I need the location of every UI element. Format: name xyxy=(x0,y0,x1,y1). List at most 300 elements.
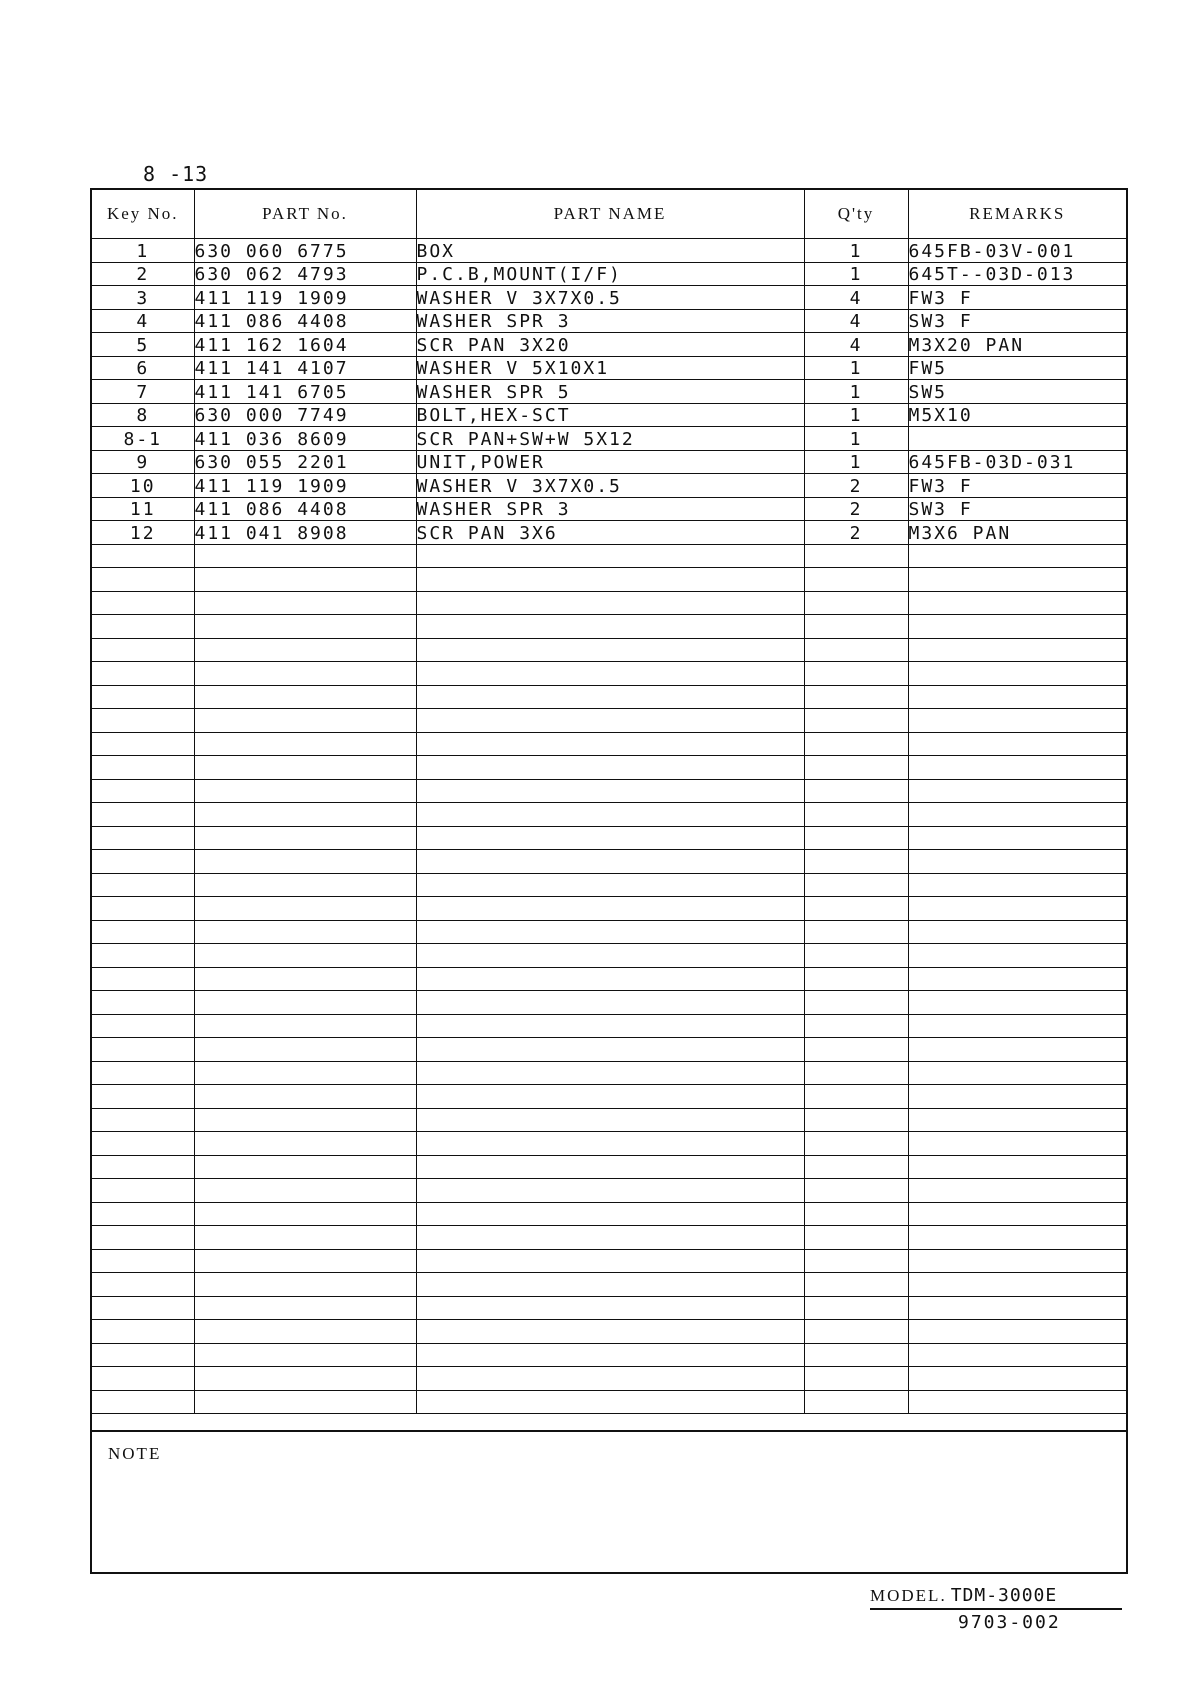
empty-table-row xyxy=(92,1367,1126,1391)
cell-qty xyxy=(804,1320,908,1344)
cell-part-name xyxy=(416,1061,804,1085)
cell-remarks xyxy=(908,1367,1126,1391)
table-row xyxy=(92,262,1126,286)
cell-qty: 1 xyxy=(804,450,908,474)
cell-qty xyxy=(804,1038,908,1062)
cell-remarks: M3X20 PAN xyxy=(908,333,1126,357)
cell-key-no xyxy=(92,897,194,921)
cell-remarks xyxy=(908,897,1126,921)
cell-remarks xyxy=(908,803,1126,827)
cell-qty xyxy=(804,1108,908,1132)
cell-key-no xyxy=(92,1320,194,1344)
cell-part-no xyxy=(194,662,416,686)
empty-table-row xyxy=(92,967,1126,991)
cell-part-name xyxy=(416,944,804,968)
cell-remarks xyxy=(908,1390,1126,1414)
empty-table-row xyxy=(92,803,1126,827)
cell-part-no: 411 036 8609 xyxy=(194,427,416,451)
parts-table xyxy=(92,190,1126,1414)
cell-key-no xyxy=(92,1155,194,1179)
cell-qty xyxy=(804,756,908,780)
cell-part-no: 411 141 4107 xyxy=(194,356,416,380)
cell-remarks xyxy=(908,1320,1126,1344)
cell-key-no: 1 xyxy=(92,239,194,263)
cell-key-no xyxy=(92,967,194,991)
empty-table-row xyxy=(92,1249,1126,1273)
cell-key-no: 8-1 xyxy=(92,427,194,451)
cell-key-no xyxy=(92,615,194,639)
cell-part-name xyxy=(416,967,804,991)
cell-key-no: 2 xyxy=(92,262,194,286)
cell-part-no xyxy=(194,1320,416,1344)
empty-table-row xyxy=(92,1179,1126,1203)
cell-part-no: 630 060 6775 xyxy=(194,239,416,263)
cell-qty xyxy=(804,1014,908,1038)
cell-part-no xyxy=(194,1085,416,1109)
cell-part-no xyxy=(194,1343,416,1367)
table-row xyxy=(92,450,1126,474)
cell-qty xyxy=(804,1202,908,1226)
col-header-part-no: PART No. xyxy=(194,190,416,239)
cell-qty: 1 xyxy=(804,427,908,451)
cell-part-name xyxy=(416,1202,804,1226)
cell-part-no xyxy=(194,1014,416,1038)
cell-qty xyxy=(804,1061,908,1085)
cell-part-name xyxy=(416,779,804,803)
cell-key-no xyxy=(92,920,194,944)
empty-table-row xyxy=(92,756,1126,780)
cell-qty: 4 xyxy=(804,309,908,333)
cell-key-no xyxy=(92,685,194,709)
cell-part-no xyxy=(194,920,416,944)
cell-part-no xyxy=(194,1226,416,1250)
cell-qty xyxy=(804,944,908,968)
cell-remarks xyxy=(908,826,1126,850)
cell-remarks xyxy=(908,991,1126,1015)
cell-part-no xyxy=(194,850,416,874)
cell-qty xyxy=(804,732,908,756)
cell-qty xyxy=(804,1273,908,1297)
empty-table-row xyxy=(92,1061,1126,1085)
cell-part-no xyxy=(194,991,416,1015)
empty-table-row xyxy=(92,591,1126,615)
cell-key-no xyxy=(92,1296,194,1320)
cell-remarks xyxy=(908,1296,1126,1320)
table-row xyxy=(92,380,1126,404)
table-row xyxy=(92,333,1126,357)
cell-remarks: FW3 F xyxy=(908,474,1126,498)
cell-qty xyxy=(804,1085,908,1109)
cell-remarks: FW3 F xyxy=(908,286,1126,310)
cell-key-no xyxy=(92,991,194,1015)
cell-remarks: M5X10 xyxy=(908,403,1126,427)
cell-key-no xyxy=(92,873,194,897)
cell-remarks xyxy=(908,1132,1126,1156)
parts-list-sheet xyxy=(90,188,1128,1574)
cell-qty xyxy=(804,1296,908,1320)
cell-part-name xyxy=(416,709,804,733)
cell-part-name xyxy=(416,1132,804,1156)
page-number: 8 -13 xyxy=(143,162,209,186)
cell-qty: 4 xyxy=(804,333,908,357)
cell-key-no: 10 xyxy=(92,474,194,498)
cell-key-no xyxy=(92,1390,194,1414)
empty-table-row xyxy=(92,897,1126,921)
empty-table-row xyxy=(92,1038,1126,1062)
cell-qty: 2 xyxy=(804,497,908,521)
cell-remarks: SW5 xyxy=(908,380,1126,404)
table-row xyxy=(92,521,1126,545)
cell-part-no xyxy=(194,803,416,827)
model-line xyxy=(870,1585,1122,1610)
cell-part-name: WASHER V 3X7X0.5 xyxy=(416,286,804,310)
cell-part-no: 411 162 1604 xyxy=(194,333,416,357)
empty-table-row xyxy=(92,732,1126,756)
table-row xyxy=(92,427,1126,451)
cell-qty: 1 xyxy=(804,356,908,380)
note-label: NOTE xyxy=(108,1444,162,1463)
cell-remarks xyxy=(908,873,1126,897)
cell-key-no xyxy=(92,662,194,686)
cell-part-name: BOLT,HEX-SCT xyxy=(416,403,804,427)
cell-qty: 1 xyxy=(804,239,908,263)
col-header-part-name: PART NAME xyxy=(416,190,804,239)
cell-part-no xyxy=(194,1390,416,1414)
cell-part-no xyxy=(194,897,416,921)
cell-remarks: SW3 F xyxy=(908,309,1126,333)
cell-key-no: 11 xyxy=(92,497,194,521)
cell-remarks xyxy=(908,1061,1126,1085)
cell-part-name: WASHER V 5X10X1 xyxy=(416,356,804,380)
cell-qty xyxy=(804,826,908,850)
cell-part-name xyxy=(416,662,804,686)
cell-key-no: 4 xyxy=(92,309,194,333)
cell-remarks xyxy=(908,1155,1126,1179)
empty-table-row xyxy=(92,1296,1126,1320)
cell-key-no xyxy=(92,638,194,662)
cell-qty xyxy=(804,1249,908,1273)
table-row xyxy=(92,309,1126,333)
cell-part-name xyxy=(416,1390,804,1414)
model-value: TDM-3000E xyxy=(950,1585,1058,1606)
cell-part-no xyxy=(194,1061,416,1085)
cell-part-name: UNIT,POWER xyxy=(416,450,804,474)
cell-key-no xyxy=(92,591,194,615)
cell-qty xyxy=(804,544,908,568)
cell-remarks xyxy=(908,638,1126,662)
cell-qty xyxy=(804,638,908,662)
cell-qty xyxy=(804,1132,908,1156)
cell-part-name xyxy=(416,1014,804,1038)
cell-part-no: 411 086 4408 xyxy=(194,497,416,521)
cell-key-no xyxy=(92,1249,194,1273)
cell-remarks xyxy=(908,850,1126,874)
cell-remarks: SW3 F xyxy=(908,497,1126,521)
cell-qty xyxy=(804,967,908,991)
cell-part-no xyxy=(194,1132,416,1156)
empty-table-row xyxy=(92,826,1126,850)
cell-part-no: 411 141 6705 xyxy=(194,380,416,404)
empty-table-row xyxy=(92,850,1126,874)
cell-part-no xyxy=(194,826,416,850)
cell-part-no xyxy=(194,591,416,615)
cell-key-no xyxy=(92,803,194,827)
cell-remarks xyxy=(908,427,1126,451)
cell-key-no: 3 xyxy=(92,286,194,310)
cell-qty xyxy=(804,685,908,709)
cell-remarks xyxy=(908,1085,1126,1109)
cell-remarks xyxy=(908,709,1126,733)
cell-part-name: SCR PAN 3X20 xyxy=(416,333,804,357)
cell-part-name xyxy=(416,1249,804,1273)
table-row xyxy=(92,239,1126,263)
cell-part-name: BOX xyxy=(416,239,804,263)
cell-key-no: 8 xyxy=(92,403,194,427)
empty-table-row xyxy=(92,1343,1126,1367)
cell-key-no xyxy=(92,1038,194,1062)
cell-remarks xyxy=(908,967,1126,991)
cell-remarks xyxy=(908,1014,1126,1038)
col-header-remarks: REMARKS xyxy=(908,190,1126,239)
cell-part-no xyxy=(194,638,416,662)
empty-table-row xyxy=(92,920,1126,944)
cell-key-no xyxy=(92,1343,194,1367)
cell-part-no xyxy=(194,1179,416,1203)
cell-part-name xyxy=(416,1085,804,1109)
table-row xyxy=(92,286,1126,310)
empty-table-row xyxy=(92,568,1126,592)
cell-key-no xyxy=(92,826,194,850)
cell-key-no xyxy=(92,568,194,592)
cell-part-name xyxy=(416,991,804,1015)
cell-remarks xyxy=(908,944,1126,968)
cell-key-no xyxy=(92,1226,194,1250)
cell-remarks xyxy=(908,662,1126,686)
cell-key-no: 7 xyxy=(92,380,194,404)
cell-qty xyxy=(804,568,908,592)
empty-table-row xyxy=(92,662,1126,686)
cell-part-name: P.C.B,MOUNT(I/F) xyxy=(416,262,804,286)
cell-key-no xyxy=(92,1014,194,1038)
cell-remarks xyxy=(908,1249,1126,1273)
cell-qty xyxy=(804,615,908,639)
cell-part-no xyxy=(194,1273,416,1297)
empty-table-row xyxy=(92,1226,1126,1250)
empty-table-row xyxy=(92,685,1126,709)
col-header-key-no: Key No. xyxy=(92,190,194,239)
col-header-qty: Q'ty xyxy=(804,190,908,239)
cell-key-no xyxy=(92,1108,194,1132)
cell-part-no xyxy=(194,615,416,639)
cell-part-name xyxy=(416,1343,804,1367)
cell-part-name xyxy=(416,544,804,568)
cell-key-no: 12 xyxy=(92,521,194,545)
cell-remarks xyxy=(908,732,1126,756)
cell-key-no xyxy=(92,1179,194,1203)
empty-table-row xyxy=(92,709,1126,733)
cell-part-no xyxy=(194,1038,416,1062)
table-row xyxy=(92,356,1126,380)
cell-part-name xyxy=(416,1273,804,1297)
cell-qty: 2 xyxy=(804,521,908,545)
empty-table-row xyxy=(92,1273,1126,1297)
cell-qty xyxy=(804,591,908,615)
cell-remarks xyxy=(908,1226,1126,1250)
cell-key-no xyxy=(92,850,194,874)
cell-key-no xyxy=(92,1367,194,1391)
cell-qty xyxy=(804,1390,908,1414)
cell-part-name xyxy=(416,732,804,756)
cell-part-name xyxy=(416,685,804,709)
empty-table-row xyxy=(92,1320,1126,1344)
cell-remarks xyxy=(908,756,1126,780)
cell-remarks xyxy=(908,920,1126,944)
cell-remarks xyxy=(908,615,1126,639)
cell-part-name xyxy=(416,1038,804,1062)
empty-table-row xyxy=(92,1390,1126,1414)
cell-part-no: 411 086 4408 xyxy=(194,309,416,333)
cell-remarks xyxy=(908,1202,1126,1226)
empty-table-row xyxy=(92,1132,1126,1156)
cell-remarks xyxy=(908,1179,1126,1203)
cell-remarks xyxy=(908,591,1126,615)
empty-table-row xyxy=(92,944,1126,968)
cell-part-name xyxy=(416,850,804,874)
table-row xyxy=(92,474,1126,498)
cell-part-name xyxy=(416,1296,804,1320)
cell-qty: 1 xyxy=(804,403,908,427)
cell-part-name xyxy=(416,1155,804,1179)
cell-key-no: 5 xyxy=(92,333,194,357)
cell-remarks: M3X6 PAN xyxy=(908,521,1126,545)
cell-qty xyxy=(804,1343,908,1367)
cell-remarks xyxy=(908,568,1126,592)
cell-part-name xyxy=(416,591,804,615)
empty-table-row xyxy=(92,638,1126,662)
cell-part-name xyxy=(416,615,804,639)
cell-key-no xyxy=(92,1132,194,1156)
cell-part-name: WASHER SPR 5 xyxy=(416,380,804,404)
cell-part-no xyxy=(194,967,416,991)
cell-part-name xyxy=(416,920,804,944)
empty-table-row xyxy=(92,544,1126,568)
cell-part-no: 630 055 2201 xyxy=(194,450,416,474)
cell-part-name: SCR PAN 3X6 xyxy=(416,521,804,545)
cell-part-no xyxy=(194,1108,416,1132)
cell-qty: 1 xyxy=(804,262,908,286)
empty-table-row xyxy=(92,1155,1126,1179)
cell-part-no xyxy=(194,732,416,756)
cell-qty xyxy=(804,920,908,944)
cell-remarks: FW5 xyxy=(908,356,1126,380)
empty-table-row xyxy=(92,615,1126,639)
cell-qty xyxy=(804,779,908,803)
cell-part-name xyxy=(416,826,804,850)
empty-table-row xyxy=(92,1108,1126,1132)
cell-part-name xyxy=(416,1108,804,1132)
cell-remarks: 645FB-03V-001 xyxy=(908,239,1126,263)
cell-part-no xyxy=(194,544,416,568)
cell-part-no xyxy=(194,1367,416,1391)
cell-key-no xyxy=(92,709,194,733)
cell-part-no xyxy=(194,944,416,968)
empty-table-row xyxy=(92,873,1126,897)
cell-qty xyxy=(804,873,908,897)
cell-part-no xyxy=(194,873,416,897)
cell-remarks xyxy=(908,685,1126,709)
header-row xyxy=(92,190,1126,239)
cell-part-no xyxy=(194,1202,416,1226)
cell-part-no: 411 119 1909 xyxy=(194,474,416,498)
cell-key-no xyxy=(92,544,194,568)
cell-part-name xyxy=(416,803,804,827)
cell-part-no xyxy=(194,756,416,780)
cell-part-name: SCR PAN+SW+W 5X12 xyxy=(416,427,804,451)
cell-qty xyxy=(804,1226,908,1250)
cell-qty xyxy=(804,1179,908,1203)
cell-part-name xyxy=(416,1367,804,1391)
cell-remarks xyxy=(908,1038,1126,1062)
cell-qty xyxy=(804,803,908,827)
cell-qty: 1 xyxy=(804,380,908,404)
model-label: MODEL. xyxy=(870,1586,947,1605)
cell-part-name xyxy=(416,756,804,780)
cell-key-no xyxy=(92,756,194,780)
table-row xyxy=(92,497,1126,521)
cell-qty xyxy=(804,662,908,686)
cell-qty xyxy=(804,1155,908,1179)
empty-table-row xyxy=(92,1085,1126,1109)
cell-key-no xyxy=(92,944,194,968)
cell-part-name xyxy=(416,638,804,662)
cell-qty: 2 xyxy=(804,474,908,498)
empty-table-row xyxy=(92,991,1126,1015)
empty-table-row xyxy=(92,779,1126,803)
cell-part-no: 630 000 7749 xyxy=(194,403,416,427)
table-row xyxy=(92,403,1126,427)
cell-qty xyxy=(804,850,908,874)
cell-key-no: 6 xyxy=(92,356,194,380)
cell-key-no xyxy=(92,1202,194,1226)
cell-qty xyxy=(804,1367,908,1391)
cell-part-no xyxy=(194,1249,416,1273)
parts-table-body xyxy=(92,239,1126,1414)
cell-part-name xyxy=(416,873,804,897)
cell-part-name xyxy=(416,568,804,592)
cell-part-no xyxy=(194,709,416,733)
cell-part-no xyxy=(194,685,416,709)
cell-remarks: 645T--03D-013 xyxy=(908,262,1126,286)
cell-part-name: WASHER SPR 3 xyxy=(416,309,804,333)
cell-part-no: 411 041 8908 xyxy=(194,521,416,545)
cell-part-name xyxy=(416,1320,804,1344)
cell-part-no xyxy=(194,1155,416,1179)
cell-qty xyxy=(804,897,908,921)
cell-remarks xyxy=(908,779,1126,803)
cell-part-no: 411 119 1909 xyxy=(194,286,416,310)
cell-part-name xyxy=(416,897,804,921)
cell-part-name: WASHER V 3X7X0.5 xyxy=(416,474,804,498)
cell-qty xyxy=(804,991,908,1015)
cell-part-no: 630 062 4793 xyxy=(194,262,416,286)
cell-qty xyxy=(804,709,908,733)
cell-part-name xyxy=(416,1179,804,1203)
cell-remarks xyxy=(908,1108,1126,1132)
document-code: 9703-002 xyxy=(958,1612,1061,1633)
cell-part-no xyxy=(194,1296,416,1320)
cell-part-name xyxy=(416,1226,804,1250)
cell-key-no: 9 xyxy=(92,450,194,474)
